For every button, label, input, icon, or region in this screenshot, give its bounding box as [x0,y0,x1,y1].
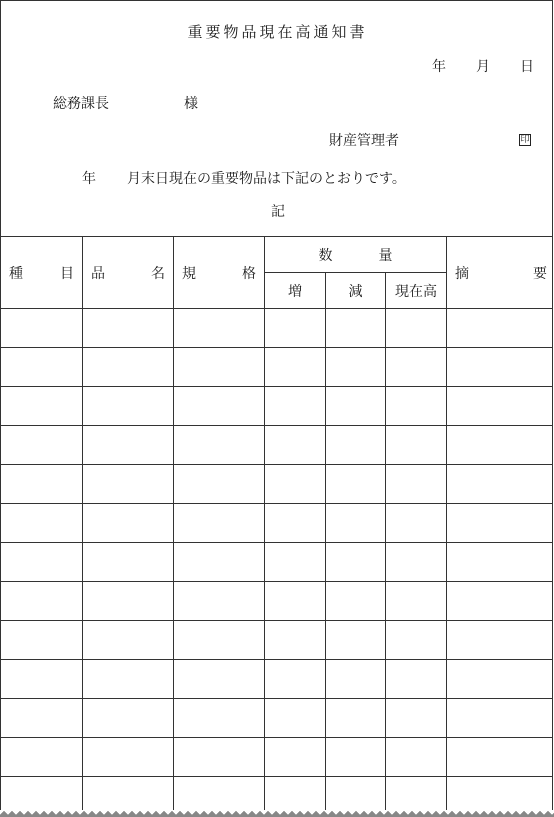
table-cell[interactable] [265,543,326,582]
table-cell[interactable] [326,504,386,543]
table-cell[interactable] [326,543,386,582]
table-cell[interactable] [83,465,174,504]
table-cell[interactable] [265,426,326,465]
table-cell[interactable] [265,309,326,348]
table-cell[interactable] [447,348,554,387]
statement-text: 月末日現在の重要物品は下記のとおりです。 [127,171,406,187]
date-month-label: 月 [476,59,490,75]
table-cell[interactable] [326,621,386,660]
table-cell[interactable] [326,699,386,738]
table-cell[interactable] [386,660,447,699]
table-cell[interactable] [265,621,326,660]
table-cell[interactable] [447,543,554,582]
header-kikaku: 規 格 [174,237,265,309]
addressee-honorific: 様 [184,96,198,112]
table-cell[interactable] [83,504,174,543]
table-cell[interactable] [1,387,83,426]
header-tekiyo: 摘 要 [447,237,554,309]
table-cell[interactable] [83,660,174,699]
table-cell[interactable] [447,309,554,348]
table-cell[interactable] [83,387,174,426]
table-cell[interactable] [265,660,326,699]
header-gen: 減 [326,273,386,309]
table-cell[interactable] [326,465,386,504]
table-cell[interactable] [174,738,265,777]
table-cell[interactable] [326,387,386,426]
table-cell[interactable] [265,582,326,621]
item-table [0,236,553,812]
table-cell[interactable] [447,699,554,738]
table-cell[interactable] [174,348,265,387]
table-cell[interactable] [326,348,386,387]
table-cell[interactable] [83,348,174,387]
header-hinmei: 品 名 [83,237,174,309]
table-cell[interactable] [447,738,554,777]
table-cell[interactable] [447,387,554,426]
table-row [1,504,554,543]
seal-icon: 印 [520,135,530,145]
table-cell[interactable] [1,777,83,813]
table-cell[interactable] [174,543,265,582]
header-zou: 増 [265,273,326,309]
table-cell[interactable] [83,621,174,660]
table-cell[interactable] [83,738,174,777]
table-cell[interactable] [1,504,83,543]
table-cell[interactable] [83,309,174,348]
table-cell[interactable] [326,660,386,699]
table-cell[interactable] [174,465,265,504]
table-cell[interactable] [447,504,554,543]
table-cell[interactable] [174,426,265,465]
table-cell[interactable] [1,621,83,660]
table-row [1,738,554,777]
table-body [1,309,554,813]
table-cell[interactable] [1,465,83,504]
table-row [1,309,554,348]
table-cell[interactable] [386,543,447,582]
table-cell[interactable] [447,777,554,813]
table-cell[interactable] [174,699,265,738]
table-cell[interactable] [265,348,326,387]
table-cell[interactable] [386,699,447,738]
document-title: 重要物品現在高通知書 [187,23,368,41]
table-cell[interactable] [386,309,447,348]
header-suryo: 数 量 [265,237,447,273]
statement-year: 年 [82,171,96,187]
table-row [1,348,554,387]
table-cell[interactable] [1,582,83,621]
table-cell[interactable] [265,465,326,504]
table-row [1,621,554,660]
header-row-1 [1,237,554,273]
table-row [1,582,554,621]
header-shumoku: 種 目 [1,237,83,309]
table-cell[interactable] [1,426,83,465]
table-cell[interactable] [1,660,83,699]
table-cell[interactable] [83,777,174,813]
table-row [1,777,554,813]
header-genzaidaka: 現在高 [386,273,447,309]
addressee-name: 総務課長 [53,96,109,112]
date-year-label: 年 [432,59,446,75]
table-cell[interactable] [174,309,265,348]
table-cell[interactable] [1,699,83,738]
table-row [1,387,554,426]
date-day-label: 日 [520,59,534,75]
table-cell[interactable] [1,543,83,582]
table-cell[interactable] [326,426,386,465]
table-cell[interactable] [174,387,265,426]
table-cell[interactable] [386,582,447,621]
table-cell[interactable] [265,699,326,738]
table-cell[interactable] [1,348,83,387]
table-cell[interactable] [326,738,386,777]
table-row [1,699,554,738]
table-cell[interactable] [386,738,447,777]
torn-edge [0,810,554,817]
table-cell[interactable] [386,777,447,813]
table-cell[interactable] [1,309,83,348]
table-cell[interactable] [174,504,265,543]
table-cell[interactable] [386,504,447,543]
table-cell[interactable] [265,387,326,426]
table-row [1,426,554,465]
table-cell[interactable] [174,660,265,699]
table-cell[interactable] [326,582,386,621]
table-cell[interactable] [265,504,326,543]
table-row [1,465,554,504]
sender-role: 財産管理者 [329,133,399,149]
table-cell[interactable] [265,738,326,777]
table-cell[interactable] [83,543,174,582]
table-cell[interactable] [326,309,386,348]
table-cell[interactable] [447,582,554,621]
table-cell[interactable] [447,621,554,660]
table-cell[interactable] [83,426,174,465]
table-cell[interactable] [83,582,174,621]
table-cell[interactable] [447,426,554,465]
table-row [1,543,554,582]
table-row [1,660,554,699]
table-cell[interactable] [265,777,326,813]
table-cell[interactable] [386,621,447,660]
table-cell[interactable] [174,582,265,621]
table-cell[interactable] [174,777,265,813]
table-cell[interactable] [447,660,554,699]
table-cell[interactable] [447,465,554,504]
table-cell[interactable] [386,426,447,465]
table-cell[interactable] [386,387,447,426]
ki-label: 記 [271,204,285,220]
table-cell[interactable] [174,621,265,660]
table-cell[interactable] [1,738,83,777]
table-cell[interactable] [386,348,447,387]
table-cell[interactable] [326,777,386,813]
table-cell[interactable] [83,699,174,738]
table-cell[interactable] [386,465,447,504]
